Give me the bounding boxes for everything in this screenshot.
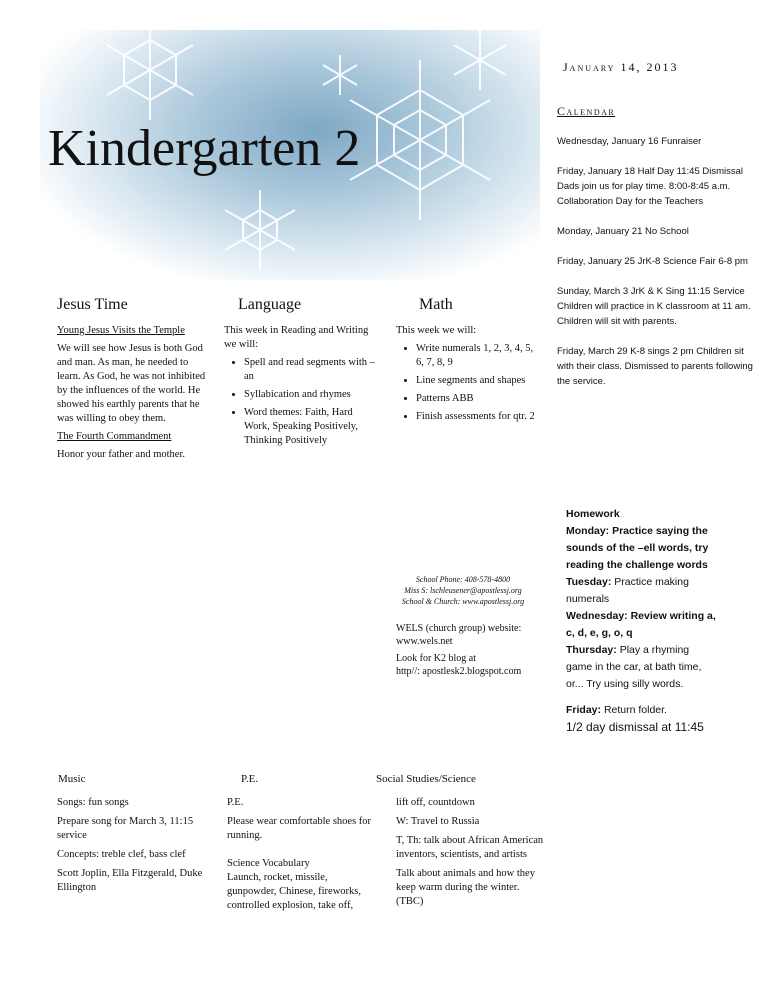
calendar-list <box>557 134 762 404</box>
social-line: W: Travel to Russia <box>396 816 480 827</box>
jesus-time-text: We will see how Jesus is both God and man. As man, he needed to learn. As God, he was not inhibited by the influences of the world. He showed his earthly parents that he was willing to obey them. <box>57 343 206 424</box>
calendar-entry: Wednesday, January 16 Funraiser <box>557 136 702 147</box>
homework-heading: Homework <box>566 508 620 520</box>
math-intro: This week we will: <box>396 325 477 336</box>
calendar-entry: Friday, March 29 K-8 sings 2 pm Children sit with their class. Dismissed to parents following the service. <box>557 346 753 387</box>
music-line: Concepts: treble clef, bass clef <box>57 849 186 860</box>
list-item: • Patterns ABB <box>416 392 542 406</box>
music-section <box>57 796 207 900</box>
language-intro: This week in Reading and Writing we will: <box>224 325 369 350</box>
social-studies-section <box>396 796 546 914</box>
list-item: • Write numerals 1, 2, 3, 4, 5, 6, 7, 8, 9 <box>416 342 542 370</box>
list-item: • Line segments and shapes <box>416 374 542 388</box>
list-item: • Word themes: Faith, Hard Work, Speaking Positively, Thinking Positively <box>244 406 376 448</box>
jesus-time-heading: Jesus Time <box>57 296 128 313</box>
homework-text: Play a rhyming game in the car, at bath time, or... Try using silly words. <box>566 644 702 690</box>
music-line: Scott Joplin, Ella Fitzgerald, Duke Ellington <box>57 868 203 893</box>
page-title: Kindergarten 2 <box>48 120 361 177</box>
music-line: Songs: fun songs <box>57 797 129 808</box>
calendar-heading: Calendar <box>557 104 616 118</box>
calendar-entry: Sunday, March 3 JrK & K Sing 11:15 Service <box>557 286 745 297</box>
homework-day-label: Monday: <box>566 525 610 537</box>
homework-day-label: Friday: <box>566 704 602 716</box>
language-list <box>224 356 376 448</box>
school-phone: School Phone: 408-578-4800 <box>415 575 511 584</box>
list-item: • Spell and read segments with –an <box>244 356 376 384</box>
math-heading: Math <box>419 296 453 313</box>
pe-line: P.E. <box>227 797 244 808</box>
school-website: School & Church: www.apostlessj.org <box>401 597 525 606</box>
calendar-entry: Monday, January 21 No School <box>557 226 689 237</box>
social-line: Talk about animals and how they keep warm during the winter. (TBC) <box>396 868 535 907</box>
pe-heading: P.E. <box>241 773 259 785</box>
pe-line: Please wear comfortable shoes for running. <box>227 816 372 841</box>
homework-text: Return folder. <box>603 704 667 716</box>
calendar-entry: Friday, January 25 JrK-8 Science Fair 6-8 pm <box>557 256 748 267</box>
school-contact <box>388 574 538 607</box>
science-vocab-text: Launch, rocket, missile, gunpowder, Chinese, fireworks, controlled explosion, take off, <box>227 872 362 911</box>
blog-label: Look for K2 blog at <box>396 653 476 664</box>
music-line: Prepare song for March 3, 11:15 service <box>57 816 194 841</box>
newsletter-date: January 14, 2013 <box>563 60 679 74</box>
list-item: • Finish assessments for qtr. 2 <box>416 410 542 424</box>
jesus-time-section <box>57 324 207 466</box>
web-links <box>396 622 546 678</box>
homework-text: Practice saying the sounds of the –ell words, try reading the challenge words <box>566 525 709 571</box>
jesus-time-subhead: The Fourth Commandment <box>57 431 172 442</box>
social-line: T, Th: talk about African American inventors, scientists, and artists <box>396 835 544 860</box>
science-vocab-heading: Science Vocabulary <box>227 858 310 869</box>
language-section <box>224 324 376 452</box>
social-line: lift off, countdown <box>396 797 475 808</box>
homework-section <box>566 506 716 736</box>
blog-link[interactable]: http//: apostlesk2.blogspot.com <box>396 666 522 677</box>
calendar-entry: Collaboration Day for the Teachers <box>557 196 704 207</box>
homework-day-label: Tuesday: <box>566 576 612 588</box>
calendar-entry: Friday, January 18 Half Day 11:45 Dismissal <box>557 166 744 177</box>
math-list <box>396 342 542 424</box>
homework-day-label: Wednesday: <box>566 610 628 622</box>
wels-link[interactable]: WELS (church group) website: www.wels.net <box>396 623 522 647</box>
language-heading: Language <box>238 296 302 313</box>
homework-text: Review writing a, c, d, e, g, o, q <box>566 610 716 639</box>
dismissal-note: 1/2 day dismissal at 11:45 <box>566 720 704 734</box>
calendar-entry: Children will practice in K classroom at 11 am. Children will sit with parents. <box>557 301 751 327</box>
pe-section <box>227 796 372 918</box>
math-section <box>396 324 542 428</box>
calendar-entry: Dads join us for play time. 8:00-8:45 a.m. <box>557 181 731 192</box>
social-studies-heading: Social Studies/Science <box>376 773 476 785</box>
jesus-time-subhead: Young Jesus Visits the Temple <box>57 325 185 336</box>
list-item: • Syllabication and rhymes <box>244 388 376 402</box>
music-heading: Music <box>58 773 86 785</box>
jesus-time-text: Honor your father and mother. <box>57 449 186 460</box>
teacher-email: Miss S: lschleusener@apostlessj.org <box>404 586 522 595</box>
homework-day-label: Thursday: <box>566 644 617 656</box>
homework-text: Practice making numerals <box>566 576 689 605</box>
